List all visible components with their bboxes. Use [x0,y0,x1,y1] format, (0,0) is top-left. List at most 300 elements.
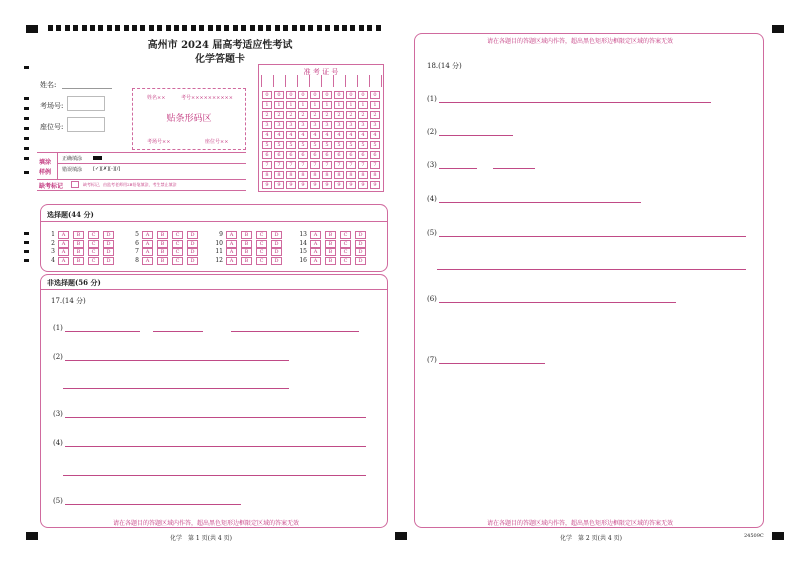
timing-mark [334,25,339,31]
choice-bubble-c[interactable]: C [88,248,99,256]
choice-question-row [131,257,202,265]
q17-part-1: (1) [53,324,63,332]
exam-id-bubble[interactable]: 8 [358,171,368,179]
exam-id-bubble[interactable]: 1 [274,101,284,109]
choice-bubble-c[interactable]: C [256,231,267,239]
barcode-area [132,88,246,150]
choice-bubble-d[interactable]: D [355,231,366,239]
exam-id-bubble[interactable]: 7 [286,161,296,169]
side-mark [24,107,29,110]
timing-mark [132,25,137,31]
choice-bubble-a[interactable]: A [142,231,153,239]
exam-id-bubble[interactable]: 6 [334,151,344,159]
choice-bubble-b[interactable]: B [73,231,84,239]
exam-id-bubble[interactable]: 6 [262,151,272,159]
choice-bubble-c[interactable]: C [172,248,183,256]
exam-id-bubble[interactable]: 9 [322,181,332,189]
question-number: 6 [135,239,139,247]
id-write-cell-divider [369,75,370,87]
side-mark [24,250,29,253]
divider [37,179,246,180]
choice-bubble-d[interactable]: D [355,240,366,248]
q17-part-5: (5) [53,497,63,505]
exam-id-bubble[interactable]: 2 [334,111,344,119]
barcode-id: 考号×××××××××× [181,95,233,101]
answer-line[interactable] [439,135,513,136]
answer-line[interactable] [153,331,203,332]
exam-id-bubble[interactable]: 6 [274,151,284,159]
answer-line[interactable] [439,168,477,169]
choice-bubble-d[interactable]: D [187,248,198,256]
room-field[interactable] [67,96,105,111]
choice-bubble-a[interactable]: A [58,240,69,248]
choice-question-row [215,240,286,248]
choice-bubble-a[interactable]: A [226,240,237,248]
exam-id-bubble[interactable]: 6 [310,151,320,159]
exam-id-bubble[interactable]: 9 [262,181,272,189]
exam-id-bubble[interactable]: 6 [346,151,356,159]
exam-id-bubble[interactable]: 3 [262,121,272,129]
choice-bubble-c[interactable]: C [256,240,267,248]
choice-question-row [299,257,370,265]
choice-bubble-b[interactable]: B [157,257,168,265]
barcode-center-label: 贴条形码区 [166,114,212,124]
exam-id-bubble[interactable]: 1 [298,101,308,109]
choice-bubble-c[interactable]: C [88,231,99,239]
barcode-room: 考场号×× [147,139,171,145]
exam-id-bubble[interactable]: 4 [286,131,296,139]
choice-bubble-c[interactable]: C [256,257,267,265]
exam-id-bubble[interactable]: 5 [298,141,308,149]
exam-id-bubble[interactable]: 1 [310,101,320,109]
exam-id-bubble[interactable]: 4 [322,131,332,139]
choice-bubble-d[interactable]: D [187,240,198,248]
question-number: 16 [299,256,307,264]
exam-id-bubble[interactable]: 4 [358,131,368,139]
question-number: 15 [299,248,307,255]
answer-line[interactable] [493,168,535,169]
timing-mark [82,25,87,31]
q18-part-4: (4) [427,195,437,203]
corner-mark-bottom-left [26,532,38,540]
timing-mark [157,25,162,31]
choice-question-row [47,240,118,248]
exam-id-bubble[interactable]: 7 [322,161,332,169]
timing-mark [367,25,372,31]
sample-label: 样例 [39,169,52,176]
nonchoice-title: 非选择题(56 分) [47,278,101,287]
exam-id-bubble[interactable]: 6 [358,151,368,159]
exam-id-bubble[interactable]: 4 [262,131,272,139]
choice-bubble-c[interactable]: C [172,231,183,239]
choice-bubble-a[interactable]: A [226,248,237,256]
exam-id-bubble[interactable]: 2 [346,111,356,119]
choice-bubble-c[interactable]: C [340,257,351,265]
absent-checkbox[interactable] [71,181,79,188]
side-mark [24,97,29,100]
corner-mark-bottom-center [395,532,407,540]
exam-id-bubble[interactable]: 5 [286,141,296,149]
question-number: 5 [135,231,139,238]
corner-mark-top-right [772,25,784,33]
choice-bubble-c[interactable]: C [88,257,99,265]
choice-question-row [299,231,370,239]
choice-bubble-d[interactable]: D [271,240,282,248]
q17-part-4: (4) [53,439,63,447]
exam-id-bubble[interactable]: 3 [322,121,332,129]
exam-id-bubble[interactable]: 3 [286,121,296,129]
choice-question-row [299,248,370,256]
question-number: 4 [51,256,55,264]
choice-bubble-c[interactable]: C [88,240,99,248]
question-number: 13 [299,231,307,238]
timing-mark [283,25,288,31]
choice-bubble-d[interactable]: D [271,248,282,256]
choice-bubble-a[interactable]: A [58,231,69,239]
id-write-cell-divider [297,75,298,87]
exam-id-bubble[interactable]: 3 [298,121,308,129]
exam-id-bubble[interactable]: 4 [274,131,284,139]
exam-id-bubble[interactable]: 7 [370,161,380,169]
timing-mark [140,25,145,31]
exam-id-bubble[interactable]: 8 [370,171,380,179]
footer-page2: 化学 第 2 页(共 4 页) [560,535,622,542]
choice-bubble-d[interactable]: D [103,231,114,239]
choice-bubble-d[interactable]: D [103,240,114,248]
exam-id-bubble[interactable]: 2 [370,111,380,119]
timing-mark [124,25,129,31]
exam-id-bubble[interactable]: 7 [262,161,272,169]
id-write-cell-divider [309,75,310,87]
room-label: 考场号: [40,102,64,110]
absent-note: 缺考标记，由监考老师用2B铅笔填涂，考生禁止填涂 [83,182,177,187]
exam-id-bubble[interactable]: 3 [334,121,344,129]
exam-id-bubble[interactable]: 0 [274,91,284,99]
timing-mark [250,25,255,31]
exam-id-bubble[interactable]: 6 [322,151,332,159]
choice-bubble-c[interactable]: C [340,240,351,248]
exam-id-bubble[interactable]: 9 [286,181,296,189]
exam-id-bubble[interactable]: 8 [310,171,320,179]
exam-id-bubble[interactable]: 3 [346,121,356,129]
choice-bubble-d[interactable]: D [355,257,366,265]
choice-question-row [131,248,202,256]
answer-line[interactable] [65,504,241,505]
exam-id-bubble[interactable]: 5 [346,141,356,149]
exam-id-bubble[interactable]: 3 [358,121,368,129]
choice-bubble-d[interactable]: D [271,231,282,239]
id-write-cell-divider [273,75,274,87]
exam-id-box [258,64,384,192]
answer-line[interactable] [437,269,746,270]
exam-id-bubble[interactable]: 0 [322,91,332,99]
timing-mark [233,25,238,31]
choice-bubble-b[interactable]: B [73,257,84,265]
exam-id-title: 准 考 证 号 [303,68,339,76]
footer-page1: 化学 第 1 页(共 4 页) [170,535,232,542]
choice-question-row [47,231,118,239]
id-write-cell-divider [285,75,286,87]
exam-id-bubble[interactable]: 6 [370,151,380,159]
exam-id-bubble[interactable]: 2 [274,111,284,119]
timing-mark [73,25,78,31]
question-number: 11 [215,248,223,255]
answer-line[interactable] [63,475,366,476]
side-mark [24,259,29,262]
choice-bubble-b[interactable]: B [325,257,336,265]
q17-part-3: (3) [53,410,63,418]
exam-id-bubble[interactable]: 6 [286,151,296,159]
side-mark [24,66,29,69]
exam-id-bubble[interactable]: 2 [358,111,368,119]
choice-bubble-d[interactable]: D [271,257,282,265]
choice-bubble-a[interactable]: A [310,248,321,256]
choice-bubble-b[interactable]: B [157,248,168,256]
exam-id-bubble[interactable]: 9 [274,181,284,189]
choice-bubble-c[interactable]: C [340,248,351,256]
exam-id-bubble[interactable]: 4 [298,131,308,139]
exam-id-bubble[interactable]: 6 [298,151,308,159]
choice-bubble-b[interactable]: B [73,240,84,248]
answer-line[interactable] [231,331,359,332]
q18-part-3: (3) [427,161,437,169]
exam-id-bubble[interactable]: 1 [262,101,272,109]
choice-bubble-a[interactable]: A [226,231,237,239]
choice-bubble-a[interactable]: A [310,257,321,265]
exam-id-bubble[interactable]: 2 [310,111,320,119]
id-write-cell-divider [333,75,334,87]
correct-fill-label: 正确填涂 [62,156,83,162]
exam-id-bubble[interactable]: 3 [370,121,380,129]
timing-mark [98,25,103,31]
choice-bubble-a[interactable]: A [58,257,69,265]
side-mark [24,241,29,244]
choice-question-row [299,240,370,248]
exam-id-bubble[interactable]: 8 [262,171,272,179]
answer-line[interactable] [63,388,289,389]
answer-line[interactable] [439,202,641,203]
exam-id-bubble[interactable]: 4 [346,131,356,139]
q17-part-2: (2) [53,353,63,361]
exam-id-bubble[interactable]: 8 [334,171,344,179]
exam-id-bubble[interactable]: 2 [298,111,308,119]
choice-bubble-c[interactable]: C [172,240,183,248]
corner-mark-bottom-right [772,532,784,540]
exam-id-bubble[interactable]: 1 [286,101,296,109]
footer-code: 24509C [744,533,764,539]
question-number: 14 [299,239,307,247]
q17-title: 17.(14 分) [51,297,86,305]
timing-mark [275,25,280,31]
nonchoice-section [40,274,388,528]
exam-id-bubble[interactable]: 7 [334,161,344,169]
timing-mark [241,25,246,31]
exam-id-bubble[interactable]: 7 [358,161,368,169]
exam-id-bubble[interactable]: 7 [298,161,308,169]
exam-id-bubble[interactable]: 8 [346,171,356,179]
exam-id-bubble[interactable]: 3 [274,121,284,129]
divider [57,163,246,164]
choice-bubble-a[interactable]: A [310,231,321,239]
answer-line[interactable] [439,302,676,303]
side-mark [24,137,29,140]
choice-bubble-a[interactable]: A [310,240,321,248]
timing-mark [166,25,171,31]
exam-id-bubble[interactable]: 0 [310,91,320,99]
timing-mark [342,25,347,31]
side-mark [24,117,29,120]
choice-bubble-a[interactable]: A [58,248,69,256]
choice-bubble-b[interactable]: B [325,248,336,256]
answer-line[interactable] [439,236,746,237]
exam-id-bubble[interactable]: 5 [334,141,344,149]
question-number: 8 [135,256,139,264]
divider [41,221,387,222]
name-field[interactable] [62,88,112,89]
exam-id-bubble[interactable]: 0 [334,91,344,99]
exam-id-bubble[interactable]: 5 [322,141,332,149]
q18-title: 18.(14 分) [427,62,462,70]
question-number: 3 [51,248,55,255]
exam-id-bubble[interactable]: 3 [310,121,320,129]
answer-line[interactable] [439,363,545,364]
choice-bubble-b[interactable]: B [73,248,84,256]
exam-id-bubble[interactable]: 9 [310,181,320,189]
timing-mark [258,25,263,31]
answer-line[interactable] [65,417,366,418]
choice-bubble-d[interactable]: D [103,248,114,256]
fill-label: 填涂 [39,159,52,166]
exam-id-bubble[interactable]: 0 [262,91,272,99]
timing-mark [65,25,70,31]
choice-question-row [215,231,286,239]
exam-id-bubble[interactable]: 1 [322,101,332,109]
exam-id-bubble[interactable]: 0 [286,91,296,99]
exam-id-bubble[interactable]: 1 [370,101,380,109]
exam-id-bubble[interactable]: 0 [346,91,356,99]
choice-bubble-c[interactable]: C [340,231,351,239]
exam-id-bubble[interactable]: 4 [310,131,320,139]
name-label: 姓名: [40,81,57,89]
exam-id-bubble[interactable]: 0 [370,91,380,99]
timing-mark [317,25,322,31]
exam-id-bubble[interactable]: 8 [286,171,296,179]
exam-id-bubble[interactable]: 8 [274,171,284,179]
choice-bubble-a[interactable]: A [142,240,153,248]
exam-id-bubble[interactable]: 5 [310,141,320,149]
choice-bubble-d[interactable]: D [355,248,366,256]
exam-id-bubble[interactable]: 1 [346,101,356,109]
divider [57,153,58,179]
barcode-seat: 座位号×× [205,139,229,145]
choice-bubble-a[interactable]: A [226,257,237,265]
seat-field[interactable] [67,117,105,132]
exam-id-bubble[interactable]: 9 [298,181,308,189]
exam-id-bubble[interactable]: 8 [298,171,308,179]
timing-mark [56,25,61,31]
side-mark [24,157,29,160]
choice-bubble-b[interactable]: B [157,231,168,239]
exam-id-bubble[interactable]: 4 [334,131,344,139]
choice-question-row [47,248,118,256]
choice-bubble-d[interactable]: D [103,257,114,265]
choice-bubble-b[interactable]: B [325,240,336,248]
q18-part-5: (5) [427,229,437,237]
choice-bubble-d[interactable]: D [187,231,198,239]
exam-id-bubble[interactable]: 8 [322,171,332,179]
timing-mark [90,25,95,31]
exam-id-bubble[interactable]: 2 [262,111,272,119]
exam-id-bubble[interactable]: 5 [274,141,284,149]
choice-section [40,204,388,272]
choice-bubble-b[interactable]: B [241,248,252,256]
exam-id-bubble[interactable]: 9 [370,181,380,189]
exam-id-bubble[interactable]: 0 [298,91,308,99]
exam-id-bubble[interactable]: 4 [370,131,380,139]
exam-id-bubble[interactable]: 9 [346,181,356,189]
timing-mark [149,25,154,31]
choice-bubble-d[interactable]: D [187,257,198,265]
timing-mark [300,25,305,31]
timing-mark [48,25,53,31]
side-mark [24,232,29,235]
barcode-name: 姓名×× [147,95,166,101]
choice-bubble-b[interactable]: B [325,231,336,239]
exam-id-bubble[interactable]: 1 [358,101,368,109]
choice-title: 选择题(44 分) [47,210,94,219]
choice-bubble-b[interactable]: B [241,257,252,265]
choice-bubble-a[interactable]: A [142,257,153,265]
choice-bubble-b[interactable]: B [157,240,168,248]
exam-id-bubble[interactable]: 5 [262,141,272,149]
choice-bubble-c[interactable]: C [256,248,267,256]
question-number: 10 [215,239,223,247]
exam-id-bubble[interactable]: 9 [358,181,368,189]
question-number: 7 [135,248,139,255]
exam-id-bubble[interactable]: 7 [274,161,284,169]
exam-id-bubble[interactable]: 0 [358,91,368,99]
id-write-cell-divider [381,75,382,87]
choice-bubble-b[interactable]: B [241,231,252,239]
timing-mark [199,25,204,31]
answer-line[interactable] [65,446,366,447]
exam-id-bubble[interactable]: 5 [358,141,368,149]
exam-id-bubble[interactable]: 1 [334,101,344,109]
exam-id-bubble[interactable]: 7 [310,161,320,169]
choice-bubble-c[interactable]: C [172,257,183,265]
exam-id-bubble[interactable]: 5 [370,141,380,149]
fill-example-box [37,152,246,191]
answer-line[interactable] [65,331,140,332]
exam-id-bubble[interactable]: 7 [346,161,356,169]
question-number: 9 [219,231,223,238]
wrong-fill-marks: [✓][✗][-][/] [93,166,121,172]
choice-bubble-a[interactable]: A [142,248,153,256]
answer-line[interactable] [439,102,711,103]
notice-page2-bottom: 请在各题目的答题区域内作答，超出黑色矩形边框限定区域的答案无效 [487,520,674,527]
answer-line[interactable] [65,360,289,361]
id-write-cell-divider [321,75,322,87]
choice-question-row [47,257,118,265]
exam-id-bubble[interactable]: 2 [286,111,296,119]
exam-id-bubble[interactable]: 9 [334,181,344,189]
timing-mark [266,25,271,31]
choice-bubble-b[interactable]: B [241,240,252,248]
exam-id-bubble[interactable]: 2 [322,111,332,119]
card-title: 化学答题卡 [195,54,245,65]
timing-mark [308,25,313,31]
exam-title: 高州市 2024 届高考适应性考试 [147,40,293,51]
